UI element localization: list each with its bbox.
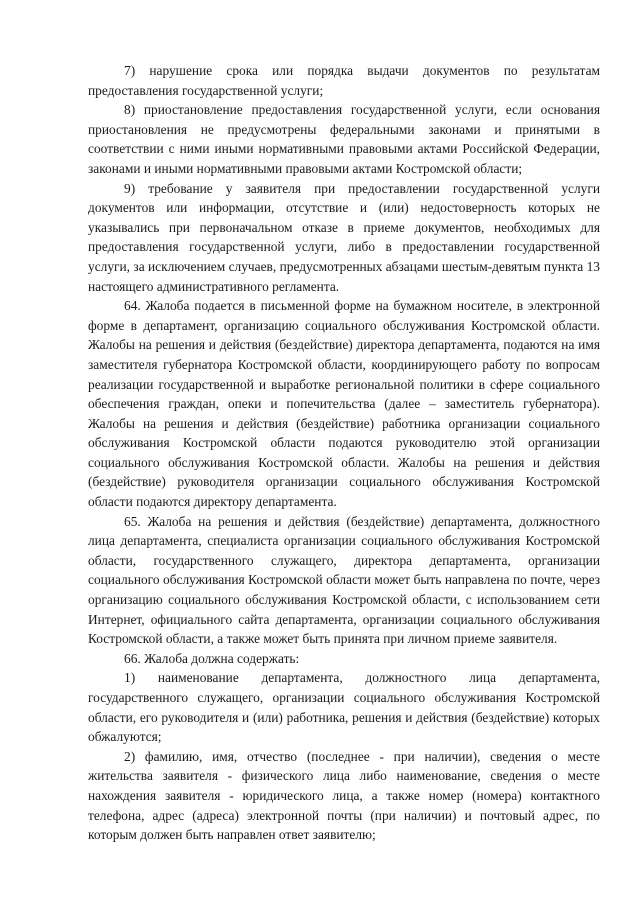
paragraph-item-2: 2) фамилию, имя, отчество (последнее - при наличии), сведения о месте жительства заявителя - физического лица либо наименование, сведения о месте нахождения заявителя - юридического лица, а также номер (номера) контактного телефона, адрес (адреса) электронной почты (при наличии) и почтовый адрес, по которым должен быть направлен ответ заявителю;	[88, 748, 600, 843]
paragraph-item-9: 9) требование у заявителя при предоставлении государственной услуги документов или информации, отсутствие и (или) недостоверность которых не указывались при первоначальном отказе в приеме документов, необходимых для предоставления государственной услуги, либо в предоставлении государственной услуги, за исключением случаев, предусмотренных абзацами шестым-девятым пункта 13 настоящего административного регламента.	[88, 180, 600, 294]
paragraph-item-1: 1) наименование департамента, должностного лица департамента, государственного служащего, организации социального обслуживания Костромской области, его руководителя и (или) работника, решения и действия (бездействие) которых обжалуются;	[88, 670, 600, 745]
paragraph-item-7: 7) нарушение срока или порядка выдачи документов по результатам предоставления государственной услуги;	[88, 63, 600, 98]
document-body	[88, 61, 600, 845]
paragraph-clause-65: 65. Жалоба на решения и действия (бездействие) департамента, должностного лица департамента, специалиста организации социального обслуживания Костромской области, государственного служащего, директора департамента, организации социального обслуживания Костромской области может быть направлена по почте, через организацию социального обслуживания Костромской области, с использованием сети Интернет, официального сайта департамента, организации социального обслуживания Костромской области, а также может быть принята при личном приеме заявителя.	[88, 513, 600, 647]
paragraph-clause-66: 66. Жалоба должна содержать:	[124, 650, 300, 666]
paragraph-clause-64: 64. Жалоба подается в письменной форме на бумажном носителе, в электронной форме в департамент, организацию социального обслуживания Костромской области. Жалобы на решения и действия (бездействие) директора департамента, подаются на имя заместителя губернатора Костромской области, координирующего работу по вопросам реализации государственной и выработке региональной политики в сфере социального обеспечения граждан, опеки и попечительства (далее – заместитель губернатора). Жалобы на решения и действия (бездействие) работника организации социального обслуживания Костромской области подаются руководителю этой организации социального обслуживания Костромской области. Жалобы на решения и действия (бездействие) руководителя организации социального обслуживания Костромской области подаются директору департамента.	[88, 298, 600, 510]
paragraph-item-8: 8) приостановление предоставления государственной услуги, если основания приостановления не предусмотрены федеральными законами и принятыми в соответствии с ними иными нормативными правовыми актами Российской Федерации, законами и иными нормативными правовыми актами Костромской области;	[88, 102, 600, 176]
